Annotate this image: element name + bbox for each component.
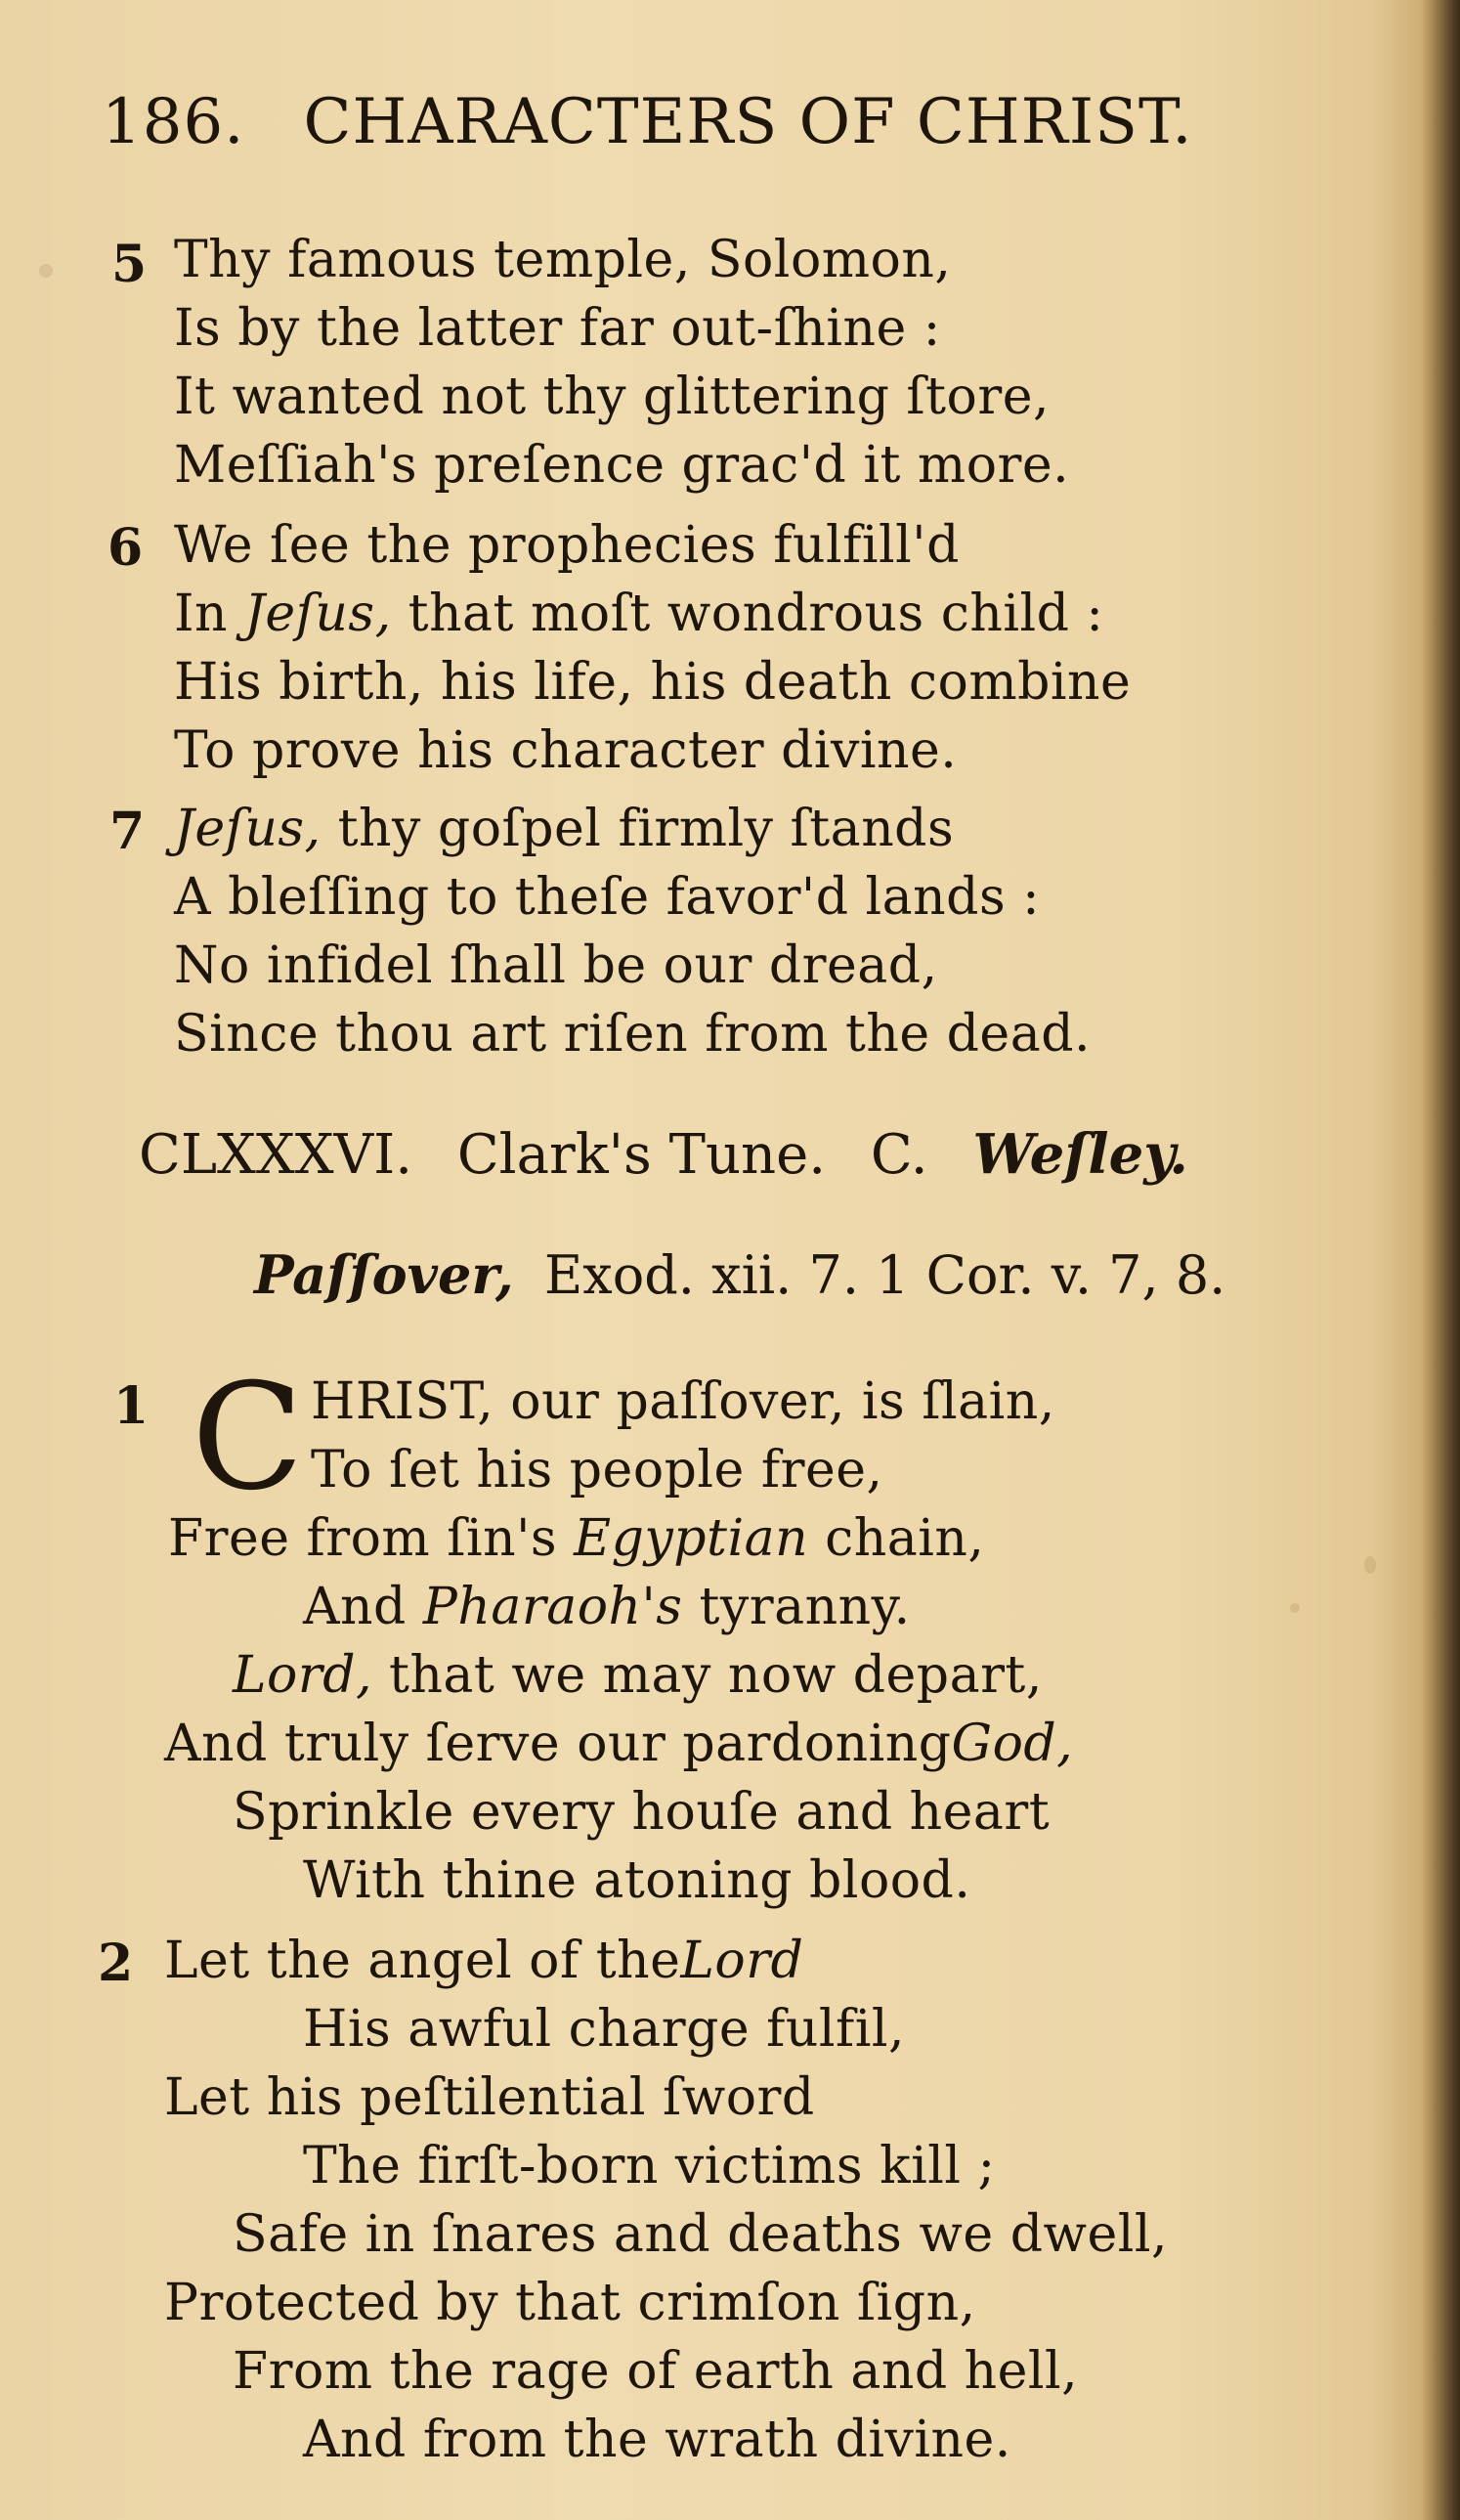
hymn-author: Weſley. <box>972 1122 1188 1187</box>
verse-line: And from the wrath divine. <box>303 2411 1011 2469</box>
scripture-reference: Exod. xii. 7. 1 Cor. v. 7, 8. <box>543 1244 1226 1306</box>
verse-word-italic: Jeſus, <box>244 585 392 643</box>
verse-word-italic: Pharaoh's <box>422 1578 683 1636</box>
verse-line: To ſet his people free, <box>311 1441 883 1499</box>
verse-text: that we may now depart, <box>389 1646 1043 1705</box>
verse-word-italic: God, <box>951 1715 1074 1773</box>
verse-text: And <box>303 1578 407 1636</box>
stanza-number: 6 <box>107 518 144 578</box>
verse-text: Let the angel of the <box>164 1932 681 1990</box>
stanza-number: 7 <box>109 802 146 861</box>
verse-line: A bleſſing to theſe favor'd lands : <box>174 868 1041 927</box>
paper-spot <box>1290 1603 1300 1613</box>
verse-line: No infidel ſhall be our dread, <box>174 936 938 995</box>
stanza-number: 2 <box>98 1933 134 1993</box>
verse-text: And truly ſerve our pardoning <box>164 1715 952 1773</box>
running-title: CHARACTERS OF CHRIST. <box>303 86 1193 158</box>
verse-line <box>174 585 1103 643</box>
verse-word-italic: Lord, <box>233 1646 373 1705</box>
hymn-meter: C. <box>870 1123 928 1187</box>
verse-line <box>168 1509 984 1568</box>
verse-line: Protected by that crimſon ſign, <box>164 2274 976 2332</box>
verse-line: The firſt-born victims kill ; <box>303 2137 996 2195</box>
verse-line: Meſſiah's preſence grac'd it more. <box>174 436 1070 495</box>
drop-cap: C <box>192 1353 304 1523</box>
verse-line: To prove his character divine. <box>174 721 958 780</box>
verse-word-italic: Jeſus, <box>174 800 322 858</box>
verse-line: From the rage of earth and hell, <box>233 2342 1079 2401</box>
verse-line: Safe in ſnares and deaths we dwell, <box>233 2205 1169 2264</box>
paper-spot <box>39 264 53 278</box>
paper-spot <box>1364 1556 1376 1574</box>
verse-word: In <box>174 585 229 643</box>
verse-text: that moſt wondrous child : <box>408 585 1104 643</box>
verse-word-italic: Lord <box>680 1932 804 1990</box>
verse-line: With thine atoning blood. <box>303 1851 971 1910</box>
verse-line: Is by the latter far out-ſhine : <box>174 299 941 358</box>
verse-line: His awful charge fulfil, <box>303 2000 906 2059</box>
verse-word-italic: Egyptian <box>574 1509 809 1568</box>
verse-text: thy goſpel firmly ſtands <box>337 800 955 858</box>
hymn-subject <box>254 1243 1225 1306</box>
hymn-tune: Clark's Tune. <box>456 1123 827 1187</box>
verse-line: We ſee the prophecies fulfill'd <box>174 516 960 575</box>
verse-text: Free from ſin's <box>168 1509 558 1568</box>
stanza-number: 1 <box>113 1376 150 1436</box>
verse-line: His birth, his life, his death combine <box>174 653 1132 712</box>
subject-title: Paſſover, <box>254 1243 514 1306</box>
verse-line <box>233 1646 1043 1705</box>
verse-line: HRIST, our paſſover, is ſlain, <box>311 1372 1055 1431</box>
stanza-number: 5 <box>111 235 148 294</box>
running-header <box>102 86 1225 158</box>
verse-line <box>174 800 954 858</box>
verse-line: Since thou art riſen from the dead. <box>174 1005 1092 1064</box>
hymn-number: CLXXXVI. <box>139 1123 412 1187</box>
verse-line: It wanted not thy glittering ſtore, <box>174 368 1050 426</box>
verse-line <box>164 1932 803 1990</box>
verse-line: Thy famous temple, Solomon, <box>174 231 952 289</box>
verse-text: chain, <box>825 1509 985 1568</box>
verse-line: Let his peſtilential ſword <box>164 2068 815 2127</box>
verse-line <box>164 1715 1073 1773</box>
verse-line: Sprinkle every houſe and heart <box>233 1783 1051 1842</box>
verse-text: tyranny. <box>699 1578 911 1636</box>
page-number: 186. <box>102 86 245 158</box>
verse-line <box>303 1578 911 1636</box>
hymn-heading <box>139 1122 1188 1187</box>
page-edge-shadow <box>1421 0 1460 2520</box>
